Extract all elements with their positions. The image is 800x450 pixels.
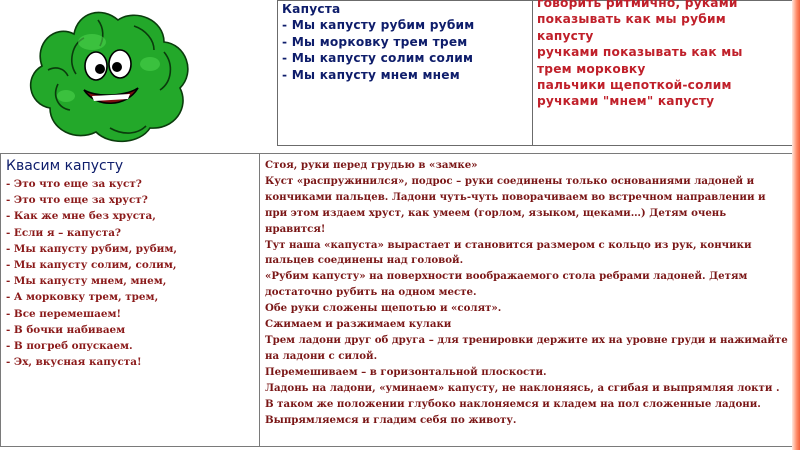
- cabbage-character-icon: [14, 4, 200, 149]
- rhyme-title: Капуста: [282, 2, 341, 16]
- poem-line: - Эх, вкусная капуста!: [6, 356, 142, 369]
- poem-line: - Мы капусту солим, солим,: [6, 259, 177, 272]
- instruction-cell: [533, 1, 794, 146]
- poem-title: Квасим капусту: [6, 158, 124, 174]
- exercise-table: [0, 153, 794, 447]
- description-line: Тут наша «капуста» вырастает и становится размером с кольцо из рук, кончики пальцев соединены над головой.: [265, 238, 752, 267]
- instruction-line: показывать как мы рубим: [537, 12, 726, 27]
- instruction-line: трем морковку: [537, 61, 646, 76]
- description-line: В таком же положении глубоко наклоняемся и кладем на пол сложенные ладони.: [265, 397, 761, 410]
- poem-line: - Мы капусту мнем, мнем,: [6, 275, 167, 288]
- instruction-line: капусту: [537, 28, 594, 43]
- poem-line: - Это что еще за куст?: [6, 178, 142, 190]
- rhyme-line: - Мы капусту солим солим: [282, 51, 474, 66]
- description-body: [265, 154, 788, 428]
- rhyme-line: - Мы капусту мнем мнем: [282, 67, 460, 82]
- description-cell: [260, 154, 794, 447]
- poem-line: - А морковку трем, трем,: [6, 291, 159, 304]
- description-line: Стоя, руки перед грудью в «замке»: [265, 159, 478, 171]
- poem-line: - Это что еще за хруст?: [6, 194, 148, 207]
- rhyme-line: - Мы морковку трем трем: [282, 34, 468, 49]
- instruction-line: пальчики щепоткой-солим: [537, 78, 732, 93]
- poem-line: - В бочки набиваем: [6, 323, 126, 336]
- description-line: Ладонь на ладони, «уминаем» капусту, не наклоняясь, а сгибая и выпрямляя локти .: [265, 381, 780, 394]
- poem-line: - Как же мне без хруста,: [6, 210, 156, 223]
- decorative-stripe: [792, 0, 800, 450]
- rhyme-table: [277, 0, 794, 146]
- instruction-line: говорить ритмично, руками: [537, 0, 738, 10]
- description-line: Сжимаем и разжимаем кулаки: [265, 318, 452, 331]
- poem-cell: [1, 154, 260, 447]
- instruction-line: ручками показывать как мы: [537, 45, 743, 60]
- description-line: «Рубим капусту» на поверхности воображаемого стола ребрами ладоней. Детям достаточно рубить на одном месте.: [265, 270, 748, 299]
- description-line: Перемешиваем – в горизонтальной плоскости.: [265, 365, 547, 378]
- description-line: Трем ладони друг об друга – для тренировки держите их на уровне груди и нажимайте на ладони с силой.: [265, 333, 788, 362]
- poem-line: - Мы капусту рубим, рубим,: [6, 242, 178, 255]
- description-line: Выпрямляемся и гладим себя по животу.: [265, 413, 517, 426]
- description-line: Куст «распружинился», подрос – руки соединены только основаниями ладоней и кончиками пальцев. Ладони чуть-чуть поворачиваем во встречном направлении и при этом издаем хруст, как умеем (горлом, языком, щеками…) Детям очень нравится!: [265, 174, 766, 235]
- instruction-line: ручками "мнем" капусту: [537, 94, 715, 109]
- rhyme-cell: [278, 1, 533, 146]
- description-line: Обе руки сложены щепотью и «солят».: [265, 302, 502, 315]
- rhyme-line: - Мы капусту рубим рубим: [282, 18, 475, 33]
- poem-line: - Если я – капуста?: [6, 226, 122, 239]
- poem-line: - В погреб опускаем.: [6, 340, 133, 353]
- poem-line: - Все перемешаем!: [6, 307, 122, 320]
